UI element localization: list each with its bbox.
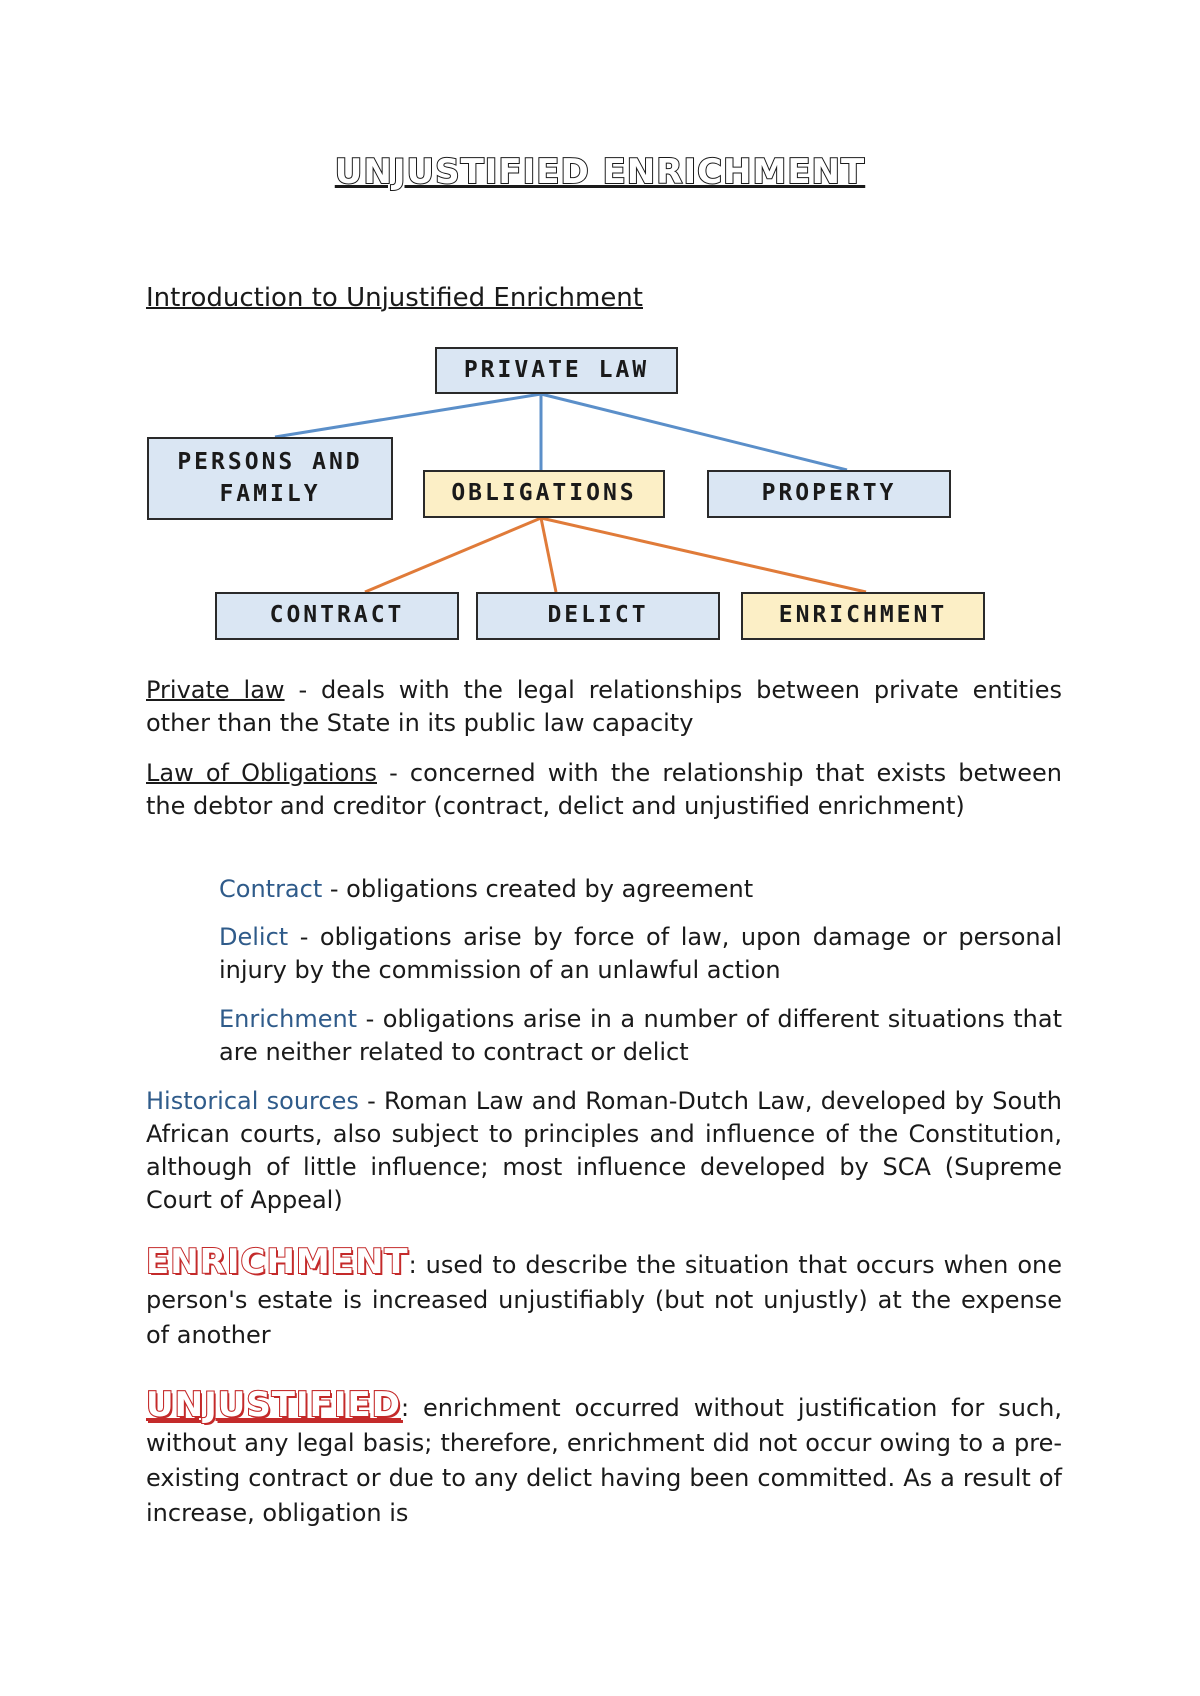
obligations-term: Law of Obligations [146,759,377,787]
private-law-text: - deals with the legal relationships between private entities other than the State in its public law capacity [146,676,1062,737]
enrichment-paragraph [219,1003,1062,1069]
diagram-node-enrichment: ENRICHMENT [741,592,985,640]
section-heading: Introduction to Unjustified Enrichment [146,283,643,313]
contract-text: - obligations created by agreement [322,875,754,903]
delict-term: Delict [219,923,289,951]
connector-root-property [541,394,847,470]
private-law-term: Private law [146,676,285,704]
diagram-node-persons-family: PERSONS AND FAMILY [147,437,393,520]
unjustified-definition-text: : enrichment occurred without justification for such, without any legal basis; therefore, enrichment did not occur owing to a pre-existing contract or due to any delict having been committed. As a result of increase, obligation is [146,1394,1062,1527]
historical-sources-text: - Roman Law and Roman-Dutch Law, developed by South African courts, also subject to principles and influence of the Constitution, although of little influence; most influence developed by SCA (Supreme Court of Appeal) [146,1087,1062,1214]
enrichment-definition-paragraph [146,1242,1062,1353]
enrichment-term: Enrichment [219,1005,358,1033]
connector-root-persons [275,394,541,437]
document-title: UNJUSTIFIED ENRICHMENT [334,152,866,192]
diagram-node-private-law: PRIVATE LAW [435,347,678,394]
obligations-text: - concerned with the relationship that exists between the debtor and creditor (contract, delict and unjustified enrichment) [146,759,1062,820]
delict-text: - obligations arise by force of law, upon damage or personal injury by the commission of an unlawful action [219,923,1062,984]
diagram-node-obligations: OBLIGATIONS [423,470,665,518]
connector-obligations-delict [541,518,556,592]
enrichment-definition-text: : used to describe the situation that occurs when one person's estate is increased unjustifiably (but not unjustly) at the expense of another [146,1251,1062,1349]
enrichment-definition-term: ENRICHMENT [146,1242,409,1282]
contract-term: Contract [219,875,323,903]
contract-paragraph [219,873,1062,906]
enrichment-text: - obligations arise in a number of different situations that are neither related to contract or delict [219,1005,1062,1066]
diagram-node-contract: CONTRACT [215,592,459,640]
diagram-node-property: PROPERTY [707,470,951,518]
historical-sources-paragraph [146,1085,1062,1217]
private-law-paragraph [146,674,1062,740]
obligations-paragraph [146,757,1062,823]
delict-paragraph [219,921,1062,987]
historical-sources-term: Historical sources [146,1087,359,1115]
connector-obligations-enrichment [541,518,866,592]
connector-obligations-contract [365,518,541,592]
unjustified-definition-term: UNJUSTIFIED [146,1385,401,1425]
diagram-node-delict: DELICT [476,592,720,640]
unjustified-definition-paragraph [146,1385,1062,1531]
